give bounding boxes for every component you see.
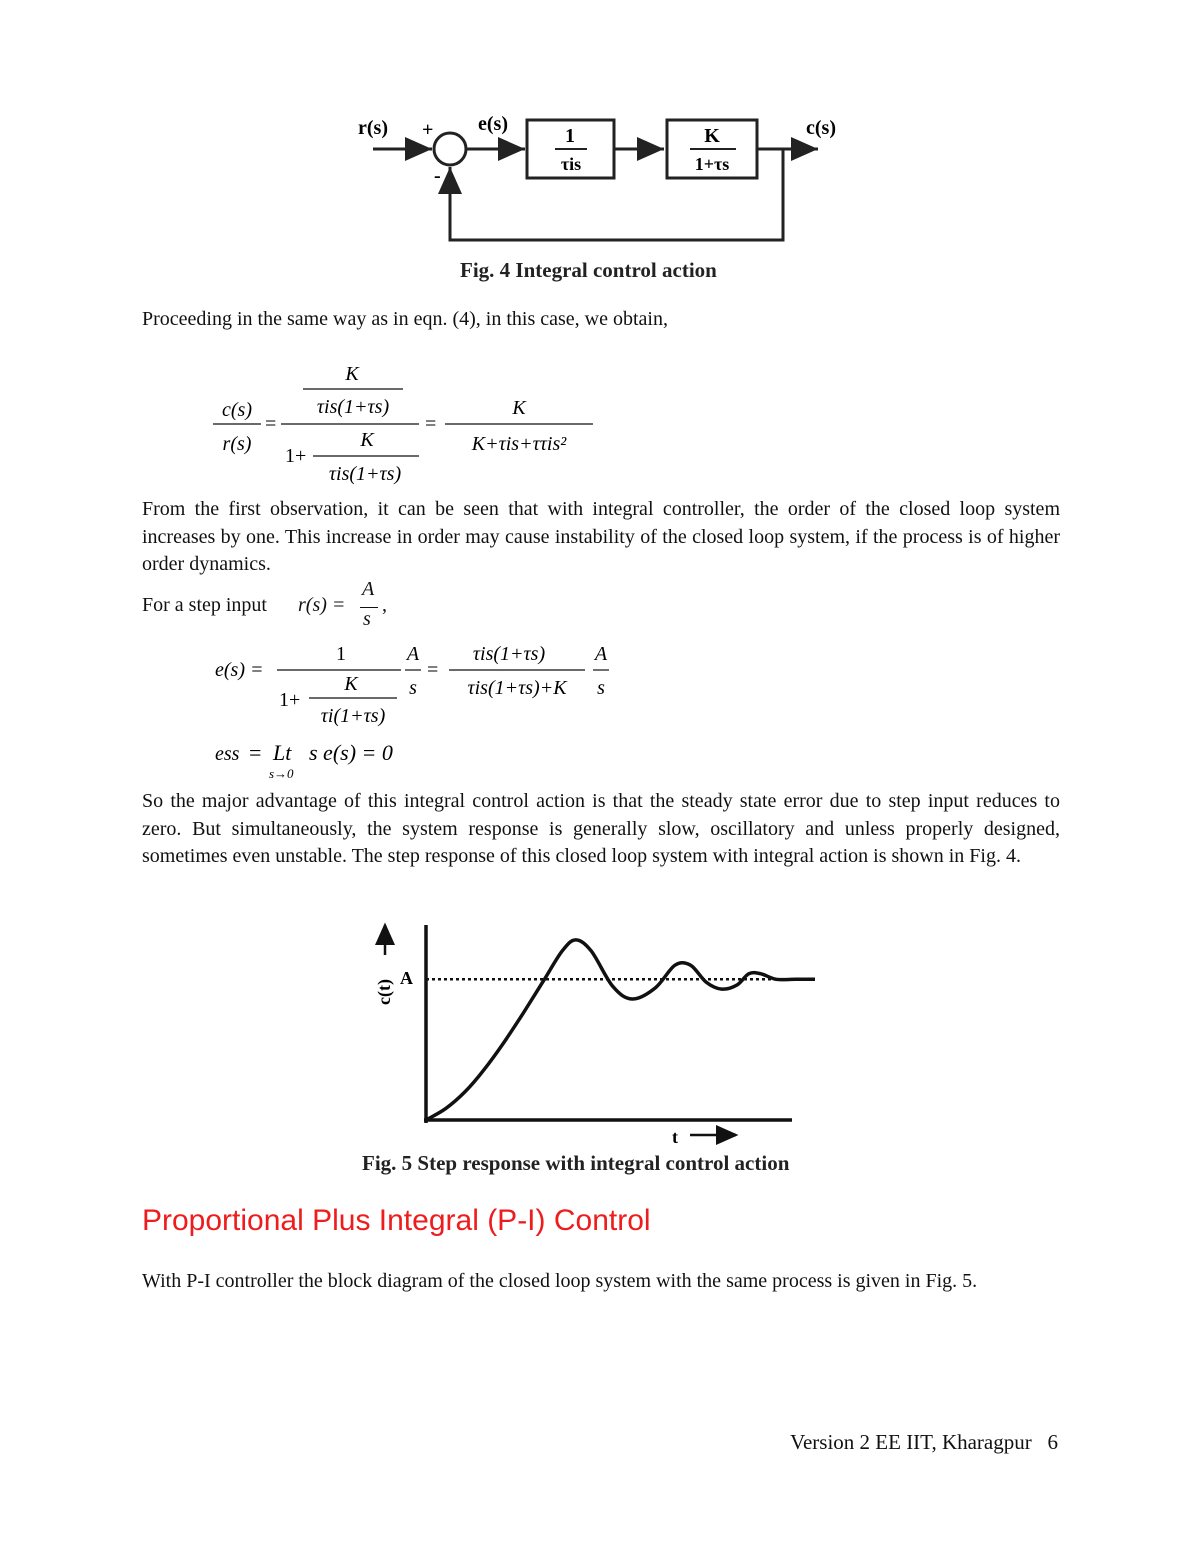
eq1-lhs-denominator: r(s) — [222, 433, 252, 455]
eq3-equals: = — [249, 740, 262, 765]
error-label: e(s) — [478, 113, 508, 135]
eq1-inner-denominator: τis(1+τs) — [316, 396, 390, 418]
eq2-one-plus: 1+ — [279, 689, 301, 711]
x-axis-label: t — [672, 1127, 678, 1147]
equation-3 — [205, 734, 445, 784]
eq2-s1: s — [409, 677, 417, 699]
eq2-a2: A — [594, 643, 608, 665]
eq2-den2: τis(1+τs)+K — [467, 677, 567, 699]
integral-block-numerator: 1 — [565, 125, 575, 147]
figure5-step-response-chart — [360, 915, 840, 1150]
y-axis-label: c(t) — [374, 979, 394, 1005]
eq2-k: K — [344, 673, 358, 695]
eq1-equals-1: = — [265, 413, 277, 435]
step-input-lhs: r(s) = — [298, 594, 346, 616]
eq2-a1: A — [406, 643, 420, 665]
eq1-rhs-denominator: K+τis+ττis² — [471, 433, 567, 455]
figure5-caption: Fig. 5 Step response with integral control action — [362, 1151, 790, 1175]
paragraph-3: So the major advantage of this integral control action is that the steady state error due to step input reduces to zero. But simultaneously, the system response is generally slow, oscillatory and unless properly designed, sometimes even unstable. The step response of this closed loop system with integral action is shown in Fig. 4. — [142, 790, 1060, 867]
feedback-path — [450, 149, 783, 240]
eq2-den1: τi(1+τs) — [320, 705, 386, 727]
step-input-prefix: For a step input — [142, 594, 267, 616]
figure4-caption: Fig. 4 Integral control action — [460, 258, 717, 282]
integral-block-denominator: τis — [560, 154, 582, 174]
equation-1 — [205, 358, 625, 498]
eq1-one-plus: 1+ — [285, 445, 307, 467]
eq1-inner-numerator: K — [345, 363, 359, 385]
eq1-den-frac-numerator: K — [360, 429, 374, 451]
eq2-lhs: e(s) = — [215, 659, 264, 681]
eq3-limit: s→0 — [269, 766, 294, 781]
step-input-suffix: , — [382, 594, 387, 616]
plus-sign: + — [422, 119, 434, 141]
eq3-lhs: ess — [215, 743, 240, 765]
reference-level-label: A — [400, 968, 413, 988]
section-heading: Proportional Plus Integral (P-I) Control — [142, 1204, 651, 1237]
paragraph-2: From the first observation, it can be seen that with integral controller, the order of the closed loop system increases by one. This increase in order may cause instability of the closed loop system, if the process is of higher order dynamics. — [142, 498, 1060, 575]
paragraph-1: Proceeding in the same way as in eqn. (4), in this case, we obtain, — [142, 308, 668, 330]
paragraph-4: With P-I controller the block diagram of the closed loop system with the same process is given in Fig. 5. — [142, 1270, 978, 1292]
eq2-s2: s — [597, 677, 605, 699]
eq2-equals: = — [427, 659, 439, 681]
eq1-den-frac-denominator: τis(1+τs) — [328, 463, 402, 485]
step-input-numerator: A — [362, 578, 375, 600]
response-curve — [426, 940, 815, 1120]
eq2-num1: 1 — [336, 643, 346, 665]
eq1-rhs-numerator: K — [512, 397, 526, 419]
summing-junction — [434, 133, 466, 165]
eq2-num2: τis(1+τs) — [472, 643, 546, 665]
input-label: r(s) — [358, 117, 388, 139]
minus-sign: - — [434, 165, 441, 187]
eq1-lhs-numerator: c(s) — [222, 399, 252, 421]
eq3-lt: Lt — [273, 740, 292, 765]
eq3-expression: s e(s) = 0 — [309, 740, 393, 765]
process-block-denominator: 1+τs — [694, 154, 730, 174]
process-block-numerator: K — [704, 125, 720, 147]
eq1-equals-2: = — [425, 413, 437, 435]
output-label: c(s) — [806, 117, 836, 139]
step-input-line — [142, 578, 442, 634]
figure4-block-diagram — [340, 100, 880, 260]
equation-2 — [205, 638, 625, 734]
step-input-denominator: s — [363, 608, 371, 630]
page-footer: Version 2 EE IIT, Kharagpur 6 — [790, 1430, 1058, 1454]
